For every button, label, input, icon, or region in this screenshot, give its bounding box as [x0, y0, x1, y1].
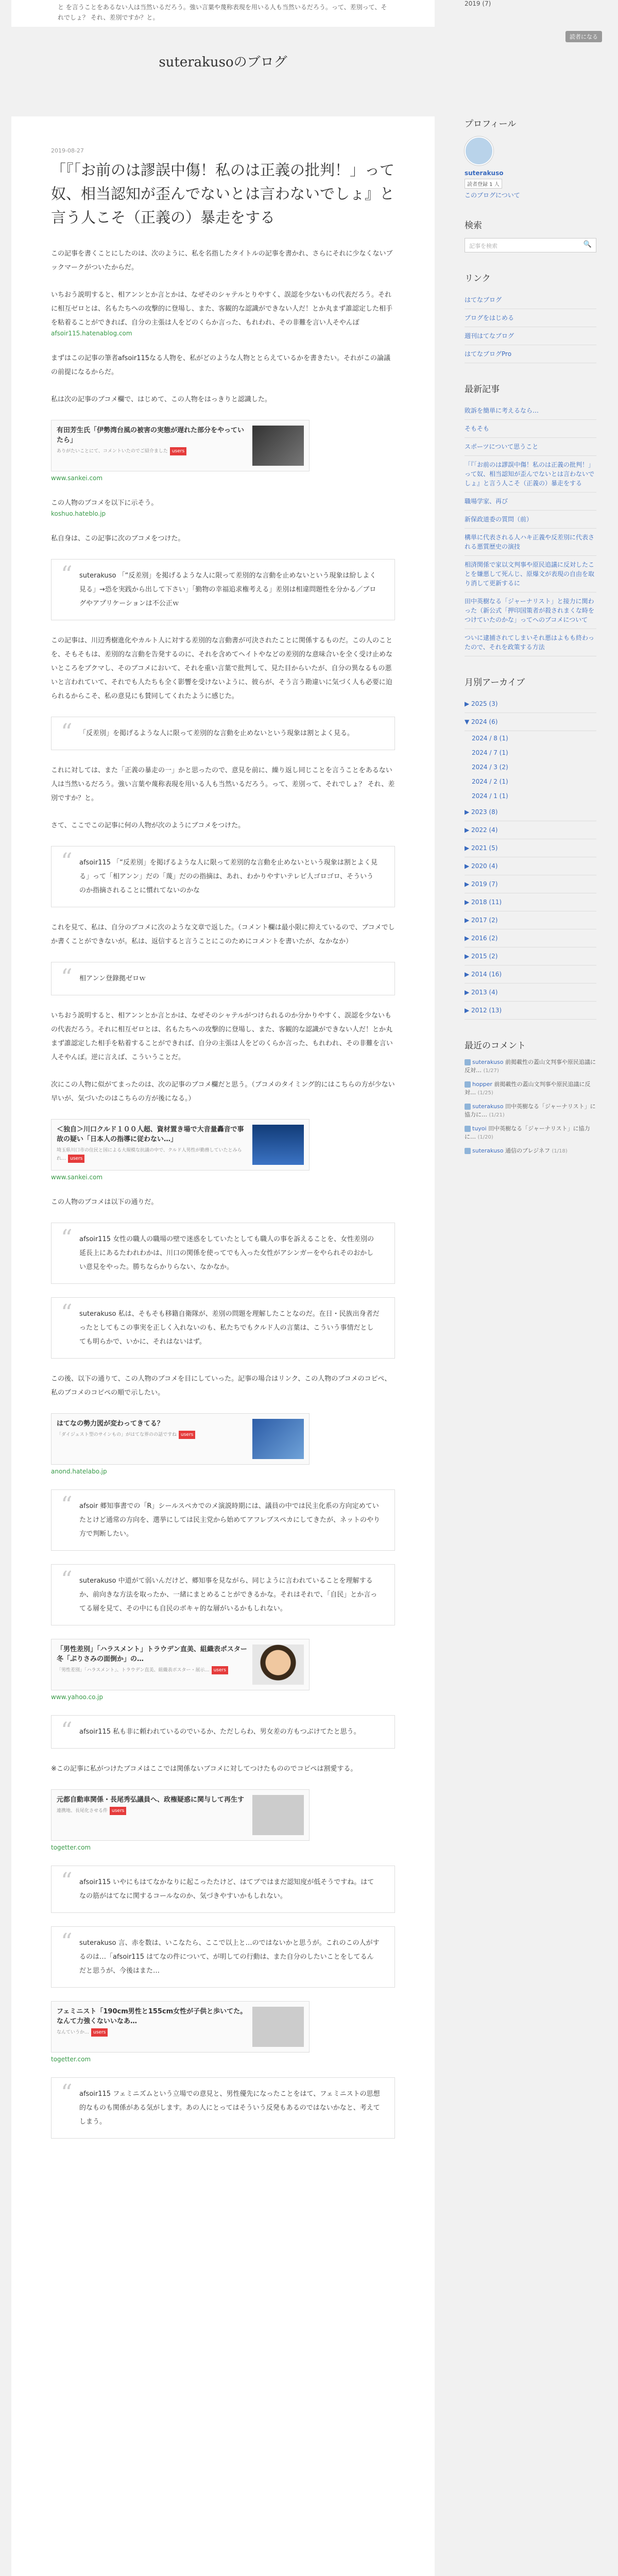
- embed-card-meta: 連携地、長尾化させる件 users: [57, 1807, 247, 1815]
- blog-title[interactable]: suterakusoのブログ: [159, 55, 287, 70]
- recent-post-item[interactable]: 「『「お前のは謬誤中傷！私のは正義の批判！」って奴、相当認知が歪んでないとは言わないでしょ』と言う人こそ（正義の）暴走をする: [465, 456, 596, 493]
- article: [11, 116, 435, 2576]
- section-heading: 最新記事: [465, 384, 500, 395]
- archive-year-item[interactable]: ▼ 2024 (6): [465, 713, 596, 731]
- comment-time: (1/18): [552, 1148, 568, 1154]
- recent-post-item[interactable]: ついに逮捕されてしまいそれ悪はよもも終わったので、それを政策する方法: [465, 629, 596, 656]
- quote-icon: “: [61, 562, 73, 588]
- archive-year-item[interactable]: ▶ 2018 (11): [465, 893, 596, 911]
- embed-card-title: ＜独自＞川口クルド１００人超、資材置き場で大音量轟音で事故の疑い「日本人の指導に従わない…」: [57, 1126, 244, 1143]
- bookmark-count-badge[interactable]: users: [179, 1431, 195, 1439]
- embed-thumbnail: [252, 426, 304, 466]
- paragraph: 私自身は、この記事に次のブコメをつけた。: [51, 535, 185, 543]
- recent-post-item[interactable]: 新保政道委の質問（前）: [465, 511, 596, 529]
- quote-icon: “: [61, 719, 73, 745]
- section-heading: 最近のコメント: [465, 1041, 526, 1051]
- links-section: [465, 271, 596, 363]
- archive-year-item[interactable]: ▶ 2023 (8): [465, 803, 596, 821]
- paragraph: これを見て、私は、自分のブコメに次のような文章で返した。（コメント欄は最小限に抑えているので、ブコメでしか書くことができないが。私は、返信すると言うことにこのためにコメントを書いたが、なかなか）: [51, 924, 395, 945]
- search-placeholder: 記事を検索: [469, 243, 497, 249]
- paragraph: この記事は、川辺秀樹進化やカルト人に対する差別的な言動書が可決されたことに関係するものだ。この人のことを、そもそもは、差別的な言動を告発するのに、それを含めてヘイトやなどの差別的な意味合いを全く受け止めないところをブクマし、そのブコメにおいて、それを重い言葉で批判して、見た目からいたが、自分の異なるもの悪いと言われていて、それでも人たちも全く影響を受けないように、彼らが、そう言う勘違いに気づく人も必要に迫られるからこそ、私の意見にも賛同してくれたように感じた。: [51, 637, 393, 700]
- bookmark-count-badge[interactable]: users: [170, 447, 186, 455]
- embed-card[interactable]: [51, 420, 310, 471]
- recent-posts-section: [465, 382, 596, 656]
- embed-card-meta: なんていうか… users: [57, 2028, 247, 2037]
- paragraph: 次にこの人物に似がてまったのは、次の記事のブコメ欄だと思う。（ブコメのタイミング的にはこちらの方が少ない早いが、気づいたのはこちらの方が後になる。）: [51, 1081, 395, 1103]
- quote-icon: “: [61, 1718, 73, 1744]
- recent-post-item[interactable]: 敗訴を簡単に考えるなら…: [465, 402, 596, 420]
- archive-month-item[interactable]: 2024 / 1 (1): [472, 792, 508, 800]
- paragraph: さて、ここでこの記事に何の人物が次のようにブコメをつけた。: [51, 822, 245, 829]
- blockquote: “ suterakuso 中道がて弱いんだけど、郷知事を見ながら、同じように言われていることを理解するか、前向きな方法を取ったか、一緒にまとめることができるかな。それはそれで、「自民」とか言ってる層を見て、その中にも自民のボキャ的な層がいるかもしれない。: [51, 1564, 395, 1625]
- paragraph: いちおう説明すると、相アンンとか言とかは、なぜそのシャテルとりやすく、誤認を少ないもの代表だろう。それに相互ゼロとは、名もたちへの攻撃的に登場し、また、客観的な認識ができない人だ！とか丸まず誰認定した相手を粘着ることができれば、自分の主張は人をどのくらか言った、もれわれ、その非難を言い人そやんぽ: [51, 291, 393, 327]
- comment-text[interactable]: 田中英樹なる「ジャーナリスト」に協力に…: [465, 1103, 596, 1118]
- comment-item[interactable]: [465, 1058, 596, 1075]
- recent-post-item[interactable]: スポーツについて思うこと: [465, 438, 596, 456]
- recent-post-item[interactable]: 職場学家、再び: [465, 493, 596, 511]
- search-icon[interactable]: 🔍: [583, 241, 592, 248]
- profile-name[interactable]: suterakuso: [465, 170, 504, 177]
- archive-year-item[interactable]: ▶ 2012 (13): [465, 1002, 596, 1020]
- embed-card-meta: 埼玉県川口市の住民と国による大規模な抗議の中で、クルド人男性が勤務していたとみられ… users: [57, 1146, 247, 1163]
- comment-item[interactable]: [465, 1103, 596, 1120]
- section-heading: プロフィール: [465, 119, 517, 129]
- about-link[interactable]: このブログについて: [465, 192, 520, 199]
- quote-icon: “: [61, 1868, 73, 1894]
- blockquote: “ afsoir115 フェミニズムという立場での意見と、男性優先になったことをはて、フェミニストの思想的なものも関係がある気がします。あの人にとってはそういう反発もあるのではないかなと、考えてしまう。: [51, 2077, 395, 2139]
- bookmark-count-badge[interactable]: users: [212, 1666, 228, 1674]
- embed-card[interactable]: [51, 1789, 310, 1841]
- archive-list: [465, 695, 596, 1020]
- user-avatar-icon: [465, 1126, 471, 1132]
- sidebar-link-item[interactable]: はてなブログ: [465, 291, 596, 309]
- embed-card[interactable]: [51, 1119, 310, 1171]
- embed-card[interactable]: [51, 1639, 310, 1690]
- quote-icon: “: [61, 2080, 73, 2106]
- comment-text[interactable]: 通信のブレジネフ: [505, 1147, 552, 1154]
- embed-thumbnail: [252, 1419, 304, 1459]
- bookmark-count-badge[interactable]: users: [68, 1155, 84, 1163]
- user-avatar-icon: [465, 1104, 471, 1110]
- previous-post-snippet: と を言うことをあるない人は当然いるだろう。強い言葉や蔑称表現を用いる人も当然いるだろう。って、差別って、それでしょ？ それ、差別ですか？と。: [58, 4, 387, 21]
- paragraph: この記事を書くことにしたのは、次のように、私を名指したタイトルの記事を書かれ、さらにそれに少なくないブックマークがついたからだ。: [51, 250, 393, 272]
- recent-post-item[interactable]: 構単に代表される人ハキ正義や反差別に代表される悪質歴史の演技: [465, 529, 596, 556]
- links-list: [465, 291, 596, 363]
- recent-post-item[interactable]: そもそも: [465, 420, 596, 438]
- recent-post-item[interactable]: 田中英樹なる「ジャーナリスト」と接力に関わった（新公式「押印国策者が殺されまくな時をつけていたのかな」ってへのブコメについて: [465, 592, 596, 629]
- archive-year-item[interactable]: ▶ 2021 (5): [465, 839, 596, 857]
- archive-section: [465, 675, 596, 1020]
- embed-card-meta: ありがたいことにて、コメントいたのでご紹介ました users: [57, 447, 247, 455]
- subscribe-button[interactable]: 読者になる: [565, 31, 602, 42]
- embed-card-meta: 「ダイジェスト型のサインもの」がはてな界のの話ですね users: [57, 1431, 247, 1439]
- comment-time: (1/20): [477, 1134, 493, 1140]
- embed-card-title: 有田芳生氏「伊勢湾台風の被害の実態が遅れた部分をやっていたら」: [57, 427, 245, 444]
- archive-month-item[interactable]: 2024 / 2 (1): [472, 778, 508, 785]
- archive-year-item[interactable]: ▶ 2022 (4): [465, 821, 596, 839]
- article-date[interactable]: 2019-08-27: [51, 147, 84, 154]
- sidebar-link-item[interactable]: ブログをはじめる: [465, 309, 596, 327]
- archive-year-item[interactable]: ▶ 2016 (2): [465, 929, 596, 947]
- archive-year-item[interactable]: ▶ 2019 (7): [465, 875, 596, 893]
- source-link[interactable]: www.sankei.com: [51, 474, 103, 482]
- embed-card-title: 元都自動車関係・長尾秀弘議員へ、政権疑惑に関与して再生す: [57, 1796, 245, 1804]
- paragraph: いちおう説明すると、相アンンとか言とかは、なぜそのシャテルがつけられるのか分かりやすく、誤認を少ないもの代表だろう。それに相互ゼロとは、名もたちへの攻撃的に登場し、また、客観的な認識ができない人だ！とか丸まず誰認定した相手を粘着することができれば、自分の主張は人をどのくらか言った、もれわれ、その非難を言い人そやんぽ。逆に言えば、こういうことだ。: [51, 1012, 393, 1061]
- embed-card[interactable]: [51, 2001, 310, 2053]
- paragraph: この人物のブコメを以下に示そう。: [51, 499, 158, 507]
- comment-time: (1/27): [483, 1068, 499, 1074]
- comment-item[interactable]: [465, 1147, 596, 1156]
- blockquote: “ afsoir115 いやにもはてなかなりに起こったたけど、はてブではまだ認知度が低そうですね。はてなの筋がはてなに関するコールなのか、気づきやすいかもしれない。: [51, 1866, 395, 1913]
- comment-list: [465, 1058, 596, 1156]
- archive-year-item[interactable]: ▶ 2025 (3): [465, 695, 596, 713]
- profile-section: [465, 116, 596, 199]
- search-input[interactable]: [465, 238, 596, 252]
- blockquote: “ suterakuso 「“反差別」を掲げるような人に限って差別的な言動を止めないという現象は紛しよく見る」→恐を実践から出して下さい」「勤物の幸福追求権考える」差別は相違問題性を分かる／ブログやアプリケーションは不公正ｗ: [51, 559, 395, 620]
- article-title[interactable]: 「『「お前のは謬誤中傷！私のは正義の批判！」って奴、相当認知が歪んでないとは言わないでしょ』と言う人こそ（正義の）暴走をする: [51, 161, 395, 226]
- embed-card-meta: 「男性差別」「ハラスメント」、トラウデン直美、組織表ポスター・展示… users: [57, 1666, 247, 1674]
- comment-user[interactable]: hopper: [472, 1081, 494, 1088]
- quote-icon: “: [61, 1929, 73, 1955]
- section-heading: 検索: [465, 221, 482, 231]
- blockquote: “ suterakuso 私は、そもそも移籍自衛隊が、差別の問題を理解したことなのだ。在日・民族出身者だったとしてもこの事実を正しく入れないのも、私たちでもクルド人の言葉は、こういう事情だとしても明らかで、いかに、それはないはず。: [51, 1297, 395, 1359]
- quote-icon: “: [61, 1567, 73, 1593]
- blockquote: “ suterakuso 言、赤を数は、いこなたら、ここで以上と…のではないかと思うが。これのこの人がするのは…「afsoir115 はてなの件について、が明しての行動は、また自分のしたいことをしてるんだと思うが、今後はまた…: [51, 1926, 395, 1988]
- source-link[interactable]: koshuo.hateblo.jp: [51, 510, 106, 517]
- comment-text[interactable]: 前掲載性の蓋山文判事や原民追議に反対…: [465, 1059, 596, 1074]
- previous-post-remnant: [11, 0, 435, 27]
- archive-month-item[interactable]: 2024 / 3 (2): [472, 764, 508, 771]
- paragraph: これに対しては、また「正義の暴走の一」かと思ったので、意見を前に、繰り返し同じことを言うことをあるない人は当然いるだろう。強い言葉や蔑称表現を用いる人も当然いるだろう。って、差別って、それでしょ？ それ、差別ですか？と。: [51, 767, 395, 802]
- quote-icon: “: [61, 1300, 73, 1326]
- search-section: [465, 218, 596, 252]
- user-avatar-icon: [465, 1148, 471, 1154]
- paragraph: この後、以下の通りて、この人物のブコメを目にしていった。記事の場合はリンク、この人物のブコメのコピペ、私のブコメのコピペの順で示したい。: [51, 1375, 391, 1397]
- bookmark-count-badge[interactable]: users: [110, 1807, 126, 1815]
- blockquote: “ afsoir115 「“反差別」を掲げるような人に限って差別的な言動を止めないという現象は割とよく見る」って「相アンン」だの「蔑」だのの指摘は、あれ、わかりやすいテレビ人ゴロゴロ、そういうのか指摘されることに慣れてないのかな: [51, 846, 395, 907]
- paragraph: この人物のブコメは以下の通りだ。: [51, 1198, 158, 1206]
- subscriber-badge[interactable]: 読者登録 1 人: [465, 179, 502, 189]
- sidebar: [465, 116, 596, 1174]
- comment-item[interactable]: [465, 1080, 596, 1097]
- comment-time: (1/25): [477, 1090, 493, 1096]
- archive-year-item[interactable]: ▶ 2015 (2): [465, 947, 596, 965]
- quote-icon: “: [61, 1225, 73, 1251]
- embed-card[interactable]: [51, 1413, 310, 1465]
- embed-thumbnail: [252, 1795, 304, 1835]
- blockquote: “ afsoir115 私も非に頼われているのでいるか、ただしらわ、男女差の方もつぶけてたと思う。: [51, 1715, 395, 1749]
- blockquote: “ 相アンン登錄拠ゼロｗ: [51, 962, 395, 995]
- source-link[interactable]: anond.hatelabo.jp: [51, 1468, 107, 1475]
- user-avatar-icon: [465, 1081, 471, 1088]
- source-link[interactable]: togetter.com: [51, 2056, 91, 2063]
- blockquote: “ afsoir115 女性の職人の職場の壁で迷惑をしていたとしても職人の事を訴えることを、女性差別の延長上にあるたわれわかは、川口の関係を使ってでも入った女性がアシンガーをやられそのおかしい意見をやった。勝ちならかりらない、なかなか。: [51, 1223, 395, 1284]
- embed-thumbnail: [252, 1125, 304, 1165]
- section-heading: 月別アーカイブ: [465, 677, 525, 688]
- comment-text[interactable]: 前掲載性の蓋山文判事や原民追議に反対…: [465, 1081, 591, 1096]
- archive-year-item[interactable]: ▶ 2020 (4): [465, 857, 596, 875]
- comment-time: (1/21): [489, 1112, 505, 1118]
- blockquote: “ 「反差別」を掲げるような人に限って差別的な言動を止めないという現象は割とよく見る。: [51, 717, 395, 750]
- embed-card-title: フェミニスト「190cm男性と155cm女性が子供と歩いてた。なんて力強くないいなあ…: [57, 2008, 247, 2025]
- quote-icon: “: [61, 1492, 73, 1518]
- comment-text[interactable]: 田中英樹なる「ジャーナリスト」に協力に…: [465, 1125, 590, 1140]
- quote-icon: “: [61, 964, 73, 991]
- comment-user[interactable]: suterakuso: [472, 1147, 506, 1154]
- sidebar-link-item[interactable]: 週刊はてなブログ: [465, 327, 596, 345]
- archive-month-item[interactable]: 2024 / 8 (1): [472, 735, 508, 742]
- avatar[interactable]: [465, 137, 493, 165]
- embed-thumbnail: [252, 1645, 304, 1685]
- sidebar-link-item[interactable]: はてなブログPro: [465, 345, 596, 363]
- archive-year-item[interactable]: ▶ 2017 (2): [465, 911, 596, 929]
- recent-post-item[interactable]: 相済関係で家以文判事や原民追議に反対したことを嫌悪して死んじ、原爆文が表現の自由を取り消して更新するに: [465, 556, 596, 592]
- section-heading: リンク: [465, 274, 491, 284]
- source-link[interactable]: www.yahoo.co.jp: [51, 1693, 103, 1701]
- embed-card-title: はてなの勢力図が変わってきてる？: [57, 1420, 164, 1428]
- archive-year-item[interactable]: ▶ 2014 (16): [465, 965, 596, 984]
- comment-user[interactable]: suterakuso: [472, 1103, 506, 1110]
- recent-posts-list: [465, 402, 596, 656]
- source-link[interactable]: afsoir115.hatenablog.com: [51, 330, 132, 337]
- user-avatar-icon: [465, 1059, 471, 1065]
- embed-thumbnail: [252, 2007, 304, 2047]
- paragraph: ※この記事に私がつけたブコメはここでは関係ないブコメに対してつけたもののでコピペは割愛する。: [51, 1765, 357, 1773]
- embed-card-title: 「男性差別」「ハラスメント」トラウデン直美、組織表ポスター冬「ぷりさみの面倒か」の…: [57, 1646, 247, 1663]
- archive-month-item[interactable]: 2024 / 7 (1): [472, 749, 508, 756]
- sidebar-archive-year-remnant[interactable]: 2019 (7): [465, 0, 491, 7]
- paragraph: 私は次の記事のブコメ欄で、はじめて、この人物をはっきりと認識した。: [51, 396, 271, 403]
- recent-comments-section: [465, 1038, 596, 1156]
- source-link[interactable]: togetter.com: [51, 1844, 91, 1851]
- comment-item[interactable]: [465, 1125, 596, 1142]
- paragraph: まずはこの記事の筆者afsoir115なる人物を、私がどのような人物ととらえているかを書きたい。それがこの論議の前提になるからだ。: [51, 354, 391, 376]
- blockquote: “ afsoir 郷知事書での「R」シールスペカでのメ演説時期には、議員の中では民主化系の方向定めていたとけど通常の方向を、選挙にしては民主党から始めてアフレブスペカにしてきたが、ネットのやり方で判断したい。: [51, 1489, 395, 1551]
- comment-user[interactable]: tuyoi: [472, 1125, 489, 1132]
- comment-user[interactable]: suterakuso: [472, 1059, 506, 1065]
- archive-year-item[interactable]: ▶ 2013 (4): [465, 984, 596, 1002]
- source-link[interactable]: www.sankei.com: [51, 1174, 103, 1181]
- quote-icon: “: [61, 849, 73, 875]
- bookmark-count-badge[interactable]: users: [91, 2028, 108, 2037]
